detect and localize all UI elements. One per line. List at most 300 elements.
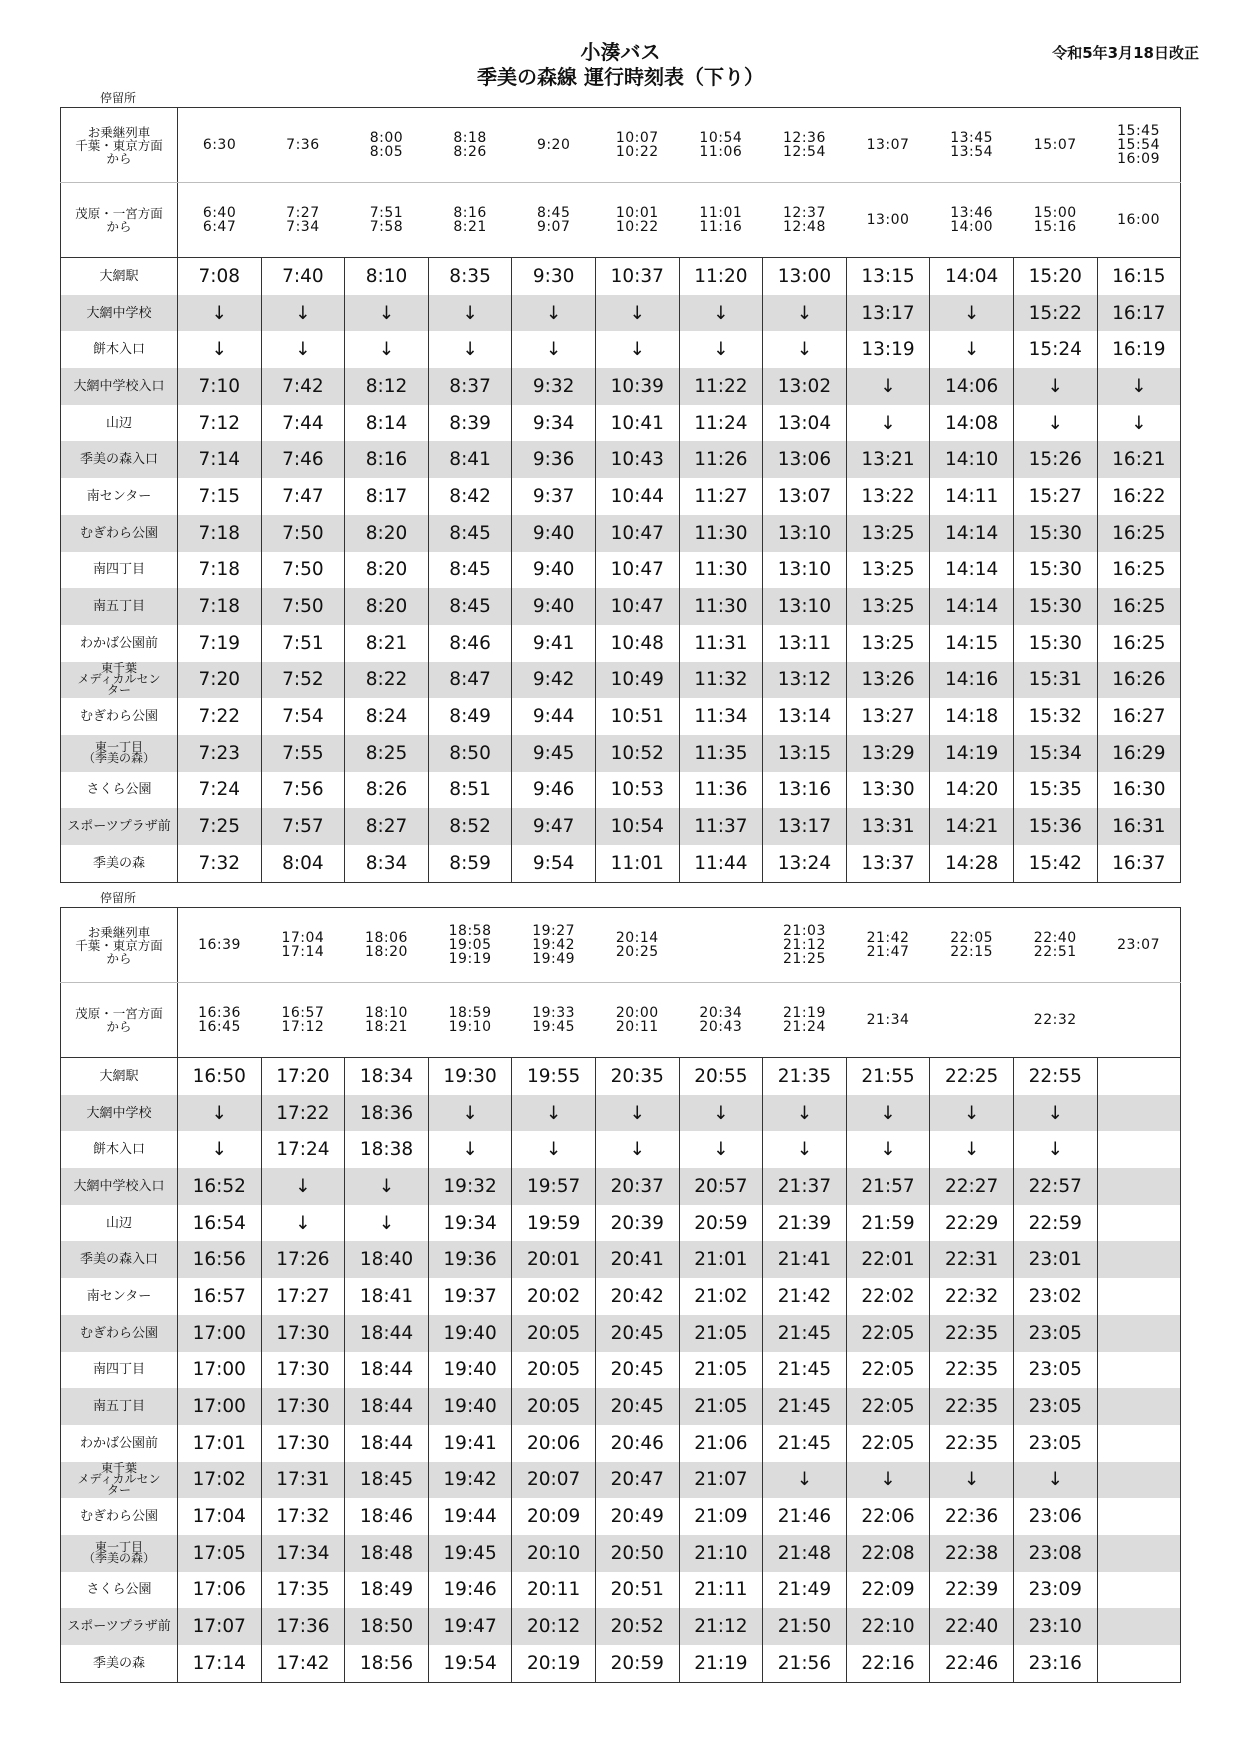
stop-name: 大網駅 — [99, 268, 139, 284]
departure-time: 10:51 — [595, 698, 679, 735]
pass-through-arrow: ↓ — [930, 1131, 1014, 1168]
departure-time: 14:19 — [930, 735, 1014, 772]
departure-time — [1097, 1425, 1181, 1462]
connection-time: 6:40 6:47 — [202, 205, 237, 235]
departure-time: 11:20 — [679, 258, 763, 295]
pass-through-arrow: ↓ — [763, 1095, 847, 1132]
departure-time: 15:22 — [1013, 295, 1097, 332]
departure-time: 22:57 — [1013, 1168, 1097, 1205]
stop-name: 季美の森入口 — [61, 441, 178, 478]
pass-through-arrow: ↓ — [595, 295, 679, 332]
departure-time: 7:19 — [178, 625, 262, 662]
stop-name: むぎわら公園 — [79, 1509, 158, 1525]
departure-time: 19:57 — [512, 1168, 596, 1205]
connection-label: お乗継列車 千葉・東京方面 から — [61, 908, 178, 983]
departure-time: 21:05 — [679, 1315, 763, 1352]
departure-time: 7:56 — [261, 772, 345, 809]
departure-time — [1097, 1131, 1181, 1168]
departure-time: 13:27 — [846, 698, 930, 735]
departure-time: 20:52 — [595, 1608, 679, 1645]
departure-time: 20:12 — [512, 1608, 596, 1645]
departure-time: 17:01 — [178, 1425, 262, 1462]
departure-time: 21:48 — [763, 1535, 847, 1572]
departure-time: 20:01 — [512, 1241, 596, 1278]
departure-time: 17:30 — [261, 1388, 345, 1425]
departure-time: 13:15 — [846, 258, 930, 295]
stop-row — [61, 478, 1181, 515]
pass-through-arrow: ↓ — [178, 1095, 262, 1132]
departure-time: 16:25 — [1097, 625, 1181, 662]
pass-through-arrow: ↓ — [428, 1131, 512, 1168]
connection-row — [61, 908, 1181, 983]
departure-time: 9:45 — [512, 735, 596, 772]
departure-time: 16:25 — [1097, 588, 1181, 625]
departure-time: 16:30 — [1097, 772, 1181, 809]
departure-time: 7:46 — [261, 441, 345, 478]
departure-time: 16:27 — [1097, 698, 1181, 735]
departure-time: 10:43 — [595, 441, 679, 478]
departure-time: 20:45 — [595, 1352, 679, 1389]
departure-time: 18:36 — [345, 1095, 429, 1132]
departure-time: 8:39 — [428, 405, 512, 442]
stop-row — [61, 258, 1181, 295]
departure-time: 7:08 — [178, 258, 262, 295]
pass-through-arrow: ↓ — [261, 331, 345, 368]
departure-time: 13:07 — [763, 478, 847, 515]
departure-time: 20:49 — [595, 1498, 679, 1535]
departure-time: 13:19 — [846, 331, 930, 368]
departure-time: 23:05 — [1013, 1425, 1097, 1462]
departure-time: 14:04 — [930, 258, 1014, 295]
connection-time: 21:03 21:12 21:25 — [783, 923, 826, 967]
revision-date: 令和5年3月18日改正 — [1052, 44, 1199, 62]
departure-time: 11:01 — [595, 845, 679, 882]
connection-time: 7:51 7:58 — [369, 205, 404, 235]
connection-time: 20:34 20:43 — [699, 1005, 743, 1035]
pass-through-arrow: ↓ — [345, 331, 429, 368]
stop-row — [61, 1608, 1181, 1645]
departure-time: 10:39 — [595, 368, 679, 405]
departure-time: 22:31 — [930, 1241, 1014, 1278]
departure-time: 20:37 — [595, 1168, 679, 1205]
departure-time: 18:44 — [345, 1315, 429, 1352]
departure-time: 10:53 — [595, 772, 679, 809]
departure-time: 18:34 — [345, 1058, 429, 1095]
departure-time: 8:37 — [428, 368, 512, 405]
connection-label: お乗継列車 千葉・東京方面 から — [61, 108, 178, 183]
departure-time: 10:48 — [595, 625, 679, 662]
stop-row — [61, 1205, 1181, 1242]
departure-time: 20:39 — [595, 1205, 679, 1242]
departure-time: 8:45 — [428, 552, 512, 589]
stop-row — [61, 1645, 1181, 1682]
departure-time: 16:19 — [1097, 331, 1181, 368]
stop-row — [61, 1058, 1181, 1095]
departure-time: 21:12 — [679, 1608, 763, 1645]
stop-name: 東千葉 メディカルセン ター — [61, 1462, 178, 1499]
connection-time: 9:20 — [536, 137, 571, 153]
stop-name: スポーツプラザ前 — [61, 1608, 178, 1645]
departure-time: 14:14 — [930, 515, 1014, 552]
departure-time: 21:37 — [763, 1168, 847, 1205]
stop-row — [61, 1425, 1181, 1462]
stop-row — [61, 295, 1181, 332]
departure-time: 15:30 — [1013, 625, 1097, 662]
departure-time: 21:05 — [679, 1352, 763, 1389]
departure-time: 22:05 — [846, 1388, 930, 1425]
departure-time: 8:50 — [428, 735, 512, 772]
pass-through-arrow: ↓ — [1097, 405, 1181, 442]
departure-time: 14:16 — [930, 662, 1014, 699]
departure-time: 14:21 — [930, 808, 1014, 845]
departure-time: 8:17 — [345, 478, 429, 515]
departure-time: 17:30 — [261, 1315, 345, 1352]
departure-time: 23:05 — [1013, 1315, 1097, 1352]
title-route-timetable: 季美の森線 運行時刻表（下り） — [477, 65, 764, 89]
departure-time: 7:42 — [261, 368, 345, 405]
connection-time: 10:01 10:22 — [615, 205, 659, 235]
departure-time: 13:31 — [846, 808, 930, 845]
departure-time: 18:50 — [345, 1608, 429, 1645]
departure-time: 21:11 — [679, 1572, 763, 1609]
pass-through-arrow: ↓ — [512, 295, 596, 332]
departure-time — [1097, 1498, 1181, 1535]
pass-through-arrow: ↓ — [1013, 1462, 1097, 1499]
departure-time: 18:56 — [345, 1645, 429, 1682]
departure-time: 17:00 — [178, 1315, 262, 1352]
connection-row — [61, 983, 1181, 1058]
departure-time: 20:55 — [679, 1058, 763, 1095]
departure-time: 18:41 — [345, 1278, 429, 1315]
departure-time: 8:12 — [345, 368, 429, 405]
departure-time: 9:54 — [512, 845, 596, 882]
stop-name: スポーツプラザ前 — [61, 808, 178, 845]
departure-time: 19:32 — [428, 1168, 512, 1205]
departure-time: 18:48 — [345, 1535, 429, 1572]
departure-time: 20:59 — [595, 1645, 679, 1682]
connection-time: 15:45 15:54 16:09 — [1117, 123, 1160, 167]
pass-through-arrow: ↓ — [178, 1131, 262, 1168]
stop-name: 大網中学校 — [61, 295, 178, 332]
departure-time: 13:04 — [763, 405, 847, 442]
departure-time: 13:14 — [763, 698, 847, 735]
departure-time: 22:40 — [930, 1608, 1014, 1645]
departure-time: 13:26 — [846, 662, 930, 699]
departure-time: 13:06 — [763, 441, 847, 478]
departure-time: 13:25 — [846, 625, 930, 662]
departure-time: 17:31 — [261, 1462, 345, 1499]
departure-time: 9:42 — [512, 662, 596, 699]
pass-through-arrow: ↓ — [763, 295, 847, 332]
stop-name: 南五丁目 — [61, 1388, 178, 1425]
departure-time: 13:37 — [846, 845, 930, 882]
pass-through-arrow: ↓ — [1013, 405, 1097, 442]
departure-time: 20:05 — [512, 1352, 596, 1389]
pass-through-arrow: ↓ — [846, 1462, 930, 1499]
departure-time: 8:45 — [428, 515, 512, 552]
departure-time: 14:15 — [930, 625, 1014, 662]
departure-time: 22:05 — [846, 1352, 930, 1389]
departure-time: 9:47 — [512, 808, 596, 845]
pass-through-arrow: ↓ — [428, 295, 512, 332]
pass-through-arrow: ↓ — [261, 1205, 345, 1242]
pass-through-arrow: ↓ — [345, 295, 429, 332]
connection-time: 7:36 — [286, 137, 320, 153]
stop-name: 東一丁目 （季美の森） — [61, 1535, 178, 1572]
departure-time: 10:49 — [595, 662, 679, 699]
departure-time: 17:02 — [178, 1462, 262, 1499]
connection-time: 8:00 8:05 — [369, 130, 404, 160]
departure-time: 9:44 — [512, 698, 596, 735]
departure-time: 20:05 — [512, 1315, 596, 1352]
departure-time: 7:40 — [261, 258, 345, 295]
departure-time: 7:24 — [178, 772, 262, 809]
stop-row — [61, 331, 1181, 368]
departure-time: 13:21 — [846, 441, 930, 478]
departure-time: 17:00 — [178, 1352, 262, 1389]
stop-row — [61, 1535, 1181, 1572]
departure-time: 16:31 — [1097, 808, 1181, 845]
departure-time: 19:40 — [428, 1388, 512, 1425]
stop-row — [61, 662, 1181, 699]
departure-time — [1097, 1205, 1181, 1242]
departure-time: 17:32 — [261, 1498, 345, 1535]
connection-time: 6:30 — [202, 137, 237, 153]
departure-time: 14:08 — [930, 405, 1014, 442]
departure-time — [1097, 1462, 1181, 1499]
pass-through-arrow: ↓ — [345, 1168, 429, 1205]
departure-time: 11:35 — [679, 735, 763, 772]
departure-time: 8:20 — [345, 588, 429, 625]
departure-time — [1097, 1645, 1181, 1682]
connection-time: 13:46 14:00 — [950, 205, 994, 235]
departure-time: 8:51 — [428, 772, 512, 809]
stop-row — [61, 1388, 1181, 1425]
departure-time: 13:25 — [846, 552, 930, 589]
departure-time: 7:32 — [178, 845, 262, 882]
departure-time: 8:41 — [428, 441, 512, 478]
connection-time: 16:57 17:12 — [281, 1005, 325, 1035]
departure-time: 22:38 — [930, 1535, 1014, 1572]
stop-name: 大網中学校入口 — [61, 1168, 178, 1205]
departure-time: 14:11 — [930, 478, 1014, 515]
pass-through-arrow: ↓ — [428, 1095, 512, 1132]
departure-time: 22:39 — [930, 1572, 1014, 1609]
departure-time: 21:10 — [679, 1535, 763, 1572]
connection-time: 7:27 7:34 — [286, 205, 320, 235]
departure-time: 20:51 — [595, 1572, 679, 1609]
departure-time — [1097, 1095, 1181, 1132]
departure-time: 22:05 — [846, 1315, 930, 1352]
departure-time: 16:26 — [1097, 662, 1181, 699]
connection-time: 22:40 22:51 — [1033, 930, 1077, 960]
pass-through-arrow: ↓ — [679, 1131, 763, 1168]
departure-time: 21:45 — [763, 1352, 847, 1389]
departure-time: 17:24 — [261, 1131, 345, 1168]
departure-time: 7:18 — [178, 588, 262, 625]
title-operator: 小湊バス — [580, 40, 661, 64]
departure-time: 15:30 — [1013, 515, 1097, 552]
departure-time: 11:30 — [679, 552, 763, 589]
pass-through-arrow: ↓ — [763, 1131, 847, 1168]
departure-time — [1097, 1168, 1181, 1205]
connection-time: 19:27 19:42 19:49 — [532, 923, 576, 967]
departure-time: 16:15 — [1097, 258, 1181, 295]
departure-time: 7:54 — [261, 698, 345, 735]
departure-time: 17:30 — [261, 1425, 345, 1462]
departure-time: 19:30 — [428, 1058, 512, 1095]
departure-time: 18:44 — [345, 1388, 429, 1425]
stop-row — [61, 1095, 1181, 1132]
departure-time: 8:47 — [428, 662, 512, 699]
departure-time — [1097, 1572, 1181, 1609]
departure-time: 21:01 — [679, 1241, 763, 1278]
stop-name: 餅木入口 — [92, 342, 145, 358]
departure-time: 20:05 — [512, 1388, 596, 1425]
departure-time: 17:06 — [178, 1572, 262, 1609]
departure-time: 13:11 — [763, 625, 847, 662]
pass-through-arrow: ↓ — [261, 1168, 345, 1205]
departure-time: 21:45 — [763, 1425, 847, 1462]
departure-time: 22:59 — [1013, 1205, 1097, 1242]
departure-time: 8:49 — [428, 698, 512, 735]
departure-time: 19:36 — [428, 1241, 512, 1278]
departure-time: 8:22 — [345, 662, 429, 699]
departure-time — [1097, 1058, 1181, 1095]
pass-through-arrow: ↓ — [595, 1131, 679, 1168]
departure-time: 18:38 — [345, 1131, 429, 1168]
departure-time: 21:46 — [763, 1498, 847, 1535]
departure-time: 7:50 — [261, 588, 345, 625]
departure-time: 21:57 — [846, 1168, 930, 1205]
connection-time: 15:00 15:16 — [1033, 205, 1077, 235]
departure-time: 15:34 — [1013, 735, 1097, 772]
departure-time: 15:26 — [1013, 441, 1097, 478]
departure-time: 8:46 — [428, 625, 512, 662]
departure-time: 7:25 — [178, 808, 262, 845]
departure-time: 11:30 — [679, 515, 763, 552]
stop-row — [61, 1168, 1181, 1205]
departure-time: 13:29 — [846, 735, 930, 772]
departure-time: 8:35 — [428, 258, 512, 295]
pass-through-arrow: ↓ — [178, 295, 262, 332]
connection-time: 21:19 21:24 — [783, 1005, 826, 1035]
departure-time: 8:27 — [345, 808, 429, 845]
departure-time: 18:46 — [345, 1498, 429, 1535]
departure-time: 22:25 — [930, 1058, 1014, 1095]
departure-time: 13:00 — [763, 258, 847, 295]
departure-time: 14:06 — [930, 368, 1014, 405]
pass-through-arrow: ↓ — [930, 1462, 1014, 1499]
departure-time: 23:05 — [1013, 1352, 1097, 1389]
stop-name: わかば公園前 — [79, 635, 158, 651]
stop-name: さくら公園 — [86, 1582, 152, 1598]
departure-time: 8:10 — [345, 258, 429, 295]
connection-time: 8:45 9:07 — [536, 205, 571, 235]
connection-time: 20:14 20:25 — [615, 930, 659, 960]
departure-time: 8:45 — [428, 588, 512, 625]
connection-time: 10:07 10:22 — [615, 130, 659, 160]
departure-time: 13:22 — [846, 478, 930, 515]
connection-time: 16:39 — [198, 937, 241, 953]
departure-time: 23:09 — [1013, 1572, 1097, 1609]
departure-time: 16:57 — [178, 1278, 262, 1315]
departure-time — [1097, 1608, 1181, 1645]
departure-time: 22:35 — [930, 1388, 1014, 1425]
stop-row — [61, 552, 1181, 589]
departure-time: 19:40 — [428, 1315, 512, 1352]
departure-time: 13:10 — [763, 552, 847, 589]
departure-time: 21:50 — [763, 1608, 847, 1645]
stop-row — [61, 1462, 1181, 1499]
departure-time: 9:34 — [512, 405, 596, 442]
stop-name: 季美の森 — [92, 855, 145, 871]
departure-time: 18:49 — [345, 1572, 429, 1609]
connection-time: 10:54 11:06 — [699, 130, 743, 160]
connection-time: 18:59 19:10 — [448, 1005, 492, 1035]
departure-time: 10:44 — [595, 478, 679, 515]
pass-through-arrow: ↓ — [512, 1131, 596, 1168]
departure-time: 16:25 — [1097, 515, 1181, 552]
departure-time: 21:05 — [679, 1388, 763, 1425]
departure-time: 13:12 — [763, 662, 847, 699]
departure-time: 22:55 — [1013, 1058, 1097, 1095]
departure-time: 9:36 — [512, 441, 596, 478]
departure-time: 22:09 — [846, 1572, 930, 1609]
stop-row — [61, 515, 1181, 552]
departure-time: 19:59 — [512, 1205, 596, 1242]
departure-time: 19:47 — [428, 1608, 512, 1645]
stop-name: 南センター — [86, 488, 152, 504]
departure-time: 15:30 — [1013, 552, 1097, 589]
stop-name: わかば公園前 — [79, 1435, 158, 1451]
departure-time: 17:04 — [178, 1498, 262, 1535]
departure-time: 9:37 — [512, 478, 596, 515]
pass-through-arrow: ↓ — [1013, 368, 1097, 405]
departure-time: 22:35 — [930, 1315, 1014, 1352]
departure-time: 13:25 — [846, 515, 930, 552]
stop-row — [61, 735, 1181, 772]
departure-time: 17:34 — [261, 1535, 345, 1572]
stop-row — [61, 441, 1181, 478]
departure-time: 10:52 — [595, 735, 679, 772]
departure-time: 7:23 — [178, 735, 262, 772]
departure-time: 9:46 — [512, 772, 596, 809]
stop-name: 南センター — [86, 1288, 152, 1304]
departure-time: 21:39 — [763, 1205, 847, 1242]
departure-time: 11:37 — [679, 808, 763, 845]
departure-time: 13:02 — [763, 368, 847, 405]
departure-time: 10:41 — [595, 405, 679, 442]
departure-time: 8:21 — [345, 625, 429, 662]
connection-time: 13:45 13:54 — [950, 130, 994, 160]
departure-time — [1097, 1535, 1181, 1572]
departure-time: 19:54 — [428, 1645, 512, 1682]
departure-time: 8:24 — [345, 698, 429, 735]
stop-row — [61, 1278, 1181, 1315]
departure-time: 7:12 — [178, 405, 262, 442]
departure-time: 23:08 — [1013, 1535, 1097, 1572]
departure-time: 18:40 — [345, 1241, 429, 1278]
stop-row — [61, 698, 1181, 735]
departure-time: 7:51 — [261, 625, 345, 662]
departure-time: 7:10 — [178, 368, 262, 405]
departure-time: 15:20 — [1013, 258, 1097, 295]
departure-time: 8:26 — [345, 772, 429, 809]
departure-time: 9:40 — [512, 588, 596, 625]
departure-time: 22:05 — [846, 1425, 930, 1462]
departure-time: 13:30 — [846, 772, 930, 809]
